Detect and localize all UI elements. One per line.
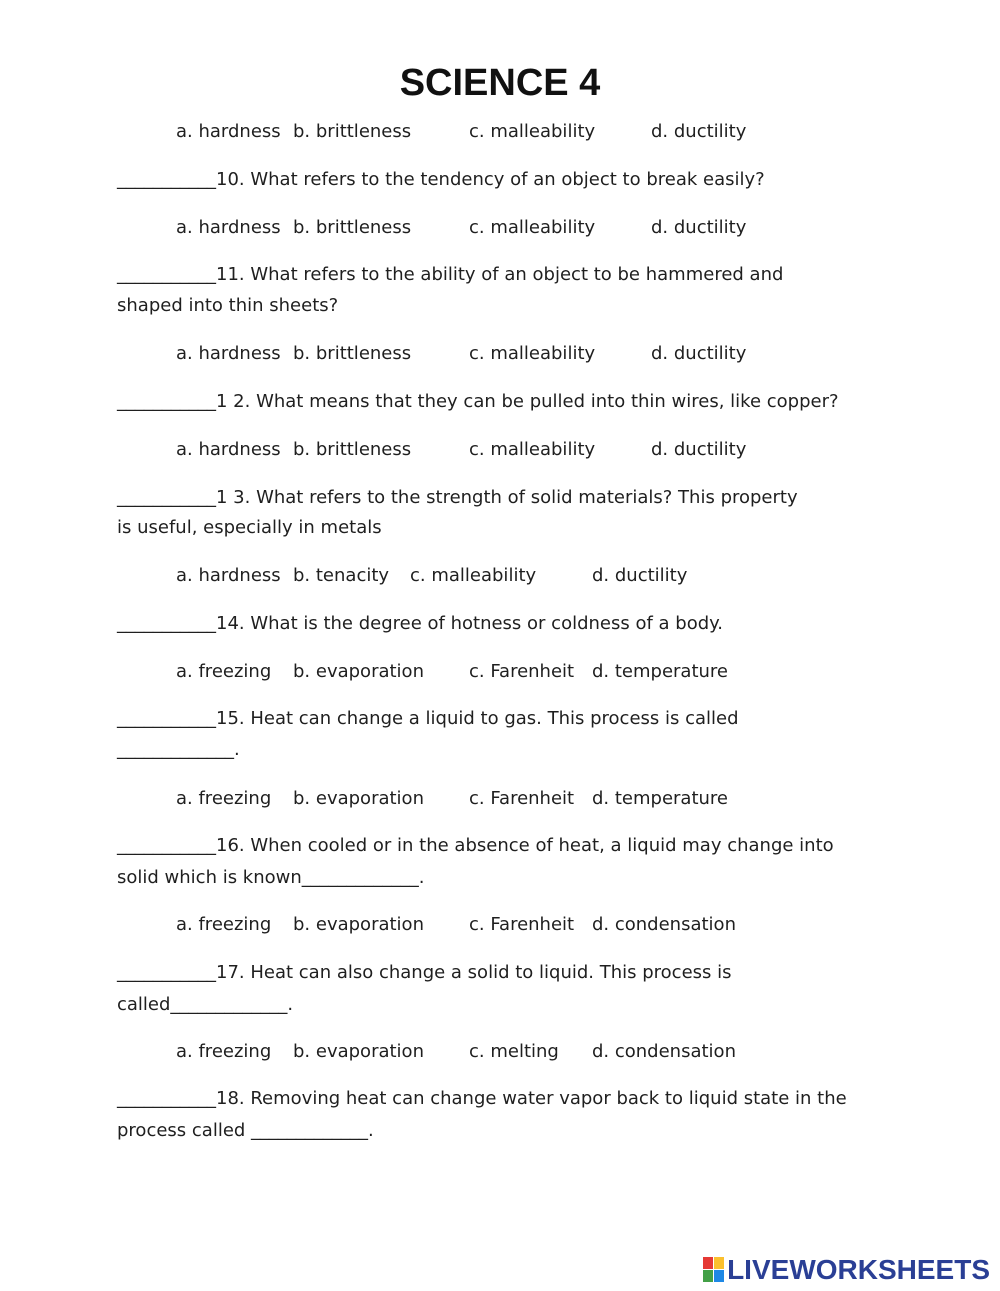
choice-b[interactable]: b. brittleness: [293, 343, 412, 364]
choice-d[interactable]: d. ductility: [651, 343, 747, 364]
brand-name: LIVEWORKSHEETS: [727, 1254, 990, 1285]
choice-a[interactable]: a. hardness: [176, 439, 281, 460]
footer-brand[interactable]: [703, 1253, 990, 1287]
question-10: ___________10. What refers to the tendency of an object to break easily?: [117, 169, 765, 190]
question-15-line1: ___________15. Heat can change a liquid to gas. This process is called: [117, 708, 739, 729]
choice-c[interactable]: c. melting: [469, 1041, 559, 1062]
choice-c[interactable]: c. malleability: [410, 565, 537, 586]
choice-d[interactable]: d. ductility: [651, 439, 747, 460]
choice-c[interactable]: c. Farenheit: [469, 661, 575, 682]
page-title: SCIENCE 4: [399, 62, 601, 104]
choice-c[interactable]: c. Farenheit: [469, 914, 575, 935]
choice-d[interactable]: d. temperature: [592, 661, 729, 682]
liveworksheets-logo-icon: [703, 1257, 725, 1283]
question-15-line2: _____________.: [117, 739, 240, 760]
question-16-line2: solid which is known_____________.: [117, 867, 425, 888]
choice-a[interactable]: a. freezing: [176, 914, 272, 935]
choice-a[interactable]: a. hardness: [176, 217, 281, 238]
choice-b[interactable]: b. evaporation: [293, 788, 424, 809]
choice-d[interactable]: d. ductility: [651, 217, 747, 238]
question-14: ___________14. What is the degree of hotness or coldness of a body.: [117, 613, 723, 634]
question-11-line2: shaped into thin sheets?: [117, 295, 339, 316]
question-18-line2: process called _____________.: [117, 1120, 374, 1141]
question-17-line1: ___________17. Heat can also change a solid to liquid. This process is: [117, 962, 732, 983]
choice-c[interactable]: c. malleability: [469, 343, 596, 364]
choice-a[interactable]: a. hardness: [176, 121, 281, 142]
question-13-line1: ___________1 3. What refers to the strength of solid materials? This property: [117, 487, 798, 508]
choice-b[interactable]: b. evaporation: [293, 661, 424, 682]
choice-d[interactable]: d. ductility: [651, 121, 747, 142]
choice-a[interactable]: a. hardness: [176, 565, 281, 586]
choice-a[interactable]: a. hardness: [176, 343, 281, 364]
question-12: ___________1 2. What means that they can be pulled into thin wires, like copper?: [117, 391, 839, 412]
choice-a[interactable]: a. freezing: [176, 661, 272, 682]
question-18-line1: ___________18. Removing heat can change water vapor back to liquid state in the: [117, 1088, 847, 1109]
choice-b[interactable]: b. brittleness: [293, 121, 412, 142]
choice-c[interactable]: c. malleability: [469, 121, 596, 142]
choice-b[interactable]: b. evaporation: [293, 1041, 424, 1062]
choice-b[interactable]: b. brittleness: [293, 217, 412, 238]
choice-d[interactable]: d. condensation: [592, 1041, 736, 1062]
choice-d[interactable]: d. temperature: [592, 788, 729, 809]
question-11-line1: ___________11. What refers to the ability of an object to be hammered and: [117, 264, 784, 285]
question-17-line2: called_____________.: [117, 994, 294, 1015]
choice-c[interactable]: c. malleability: [469, 217, 596, 238]
choice-b[interactable]: b. tenacity: [293, 565, 390, 586]
choice-b[interactable]: b. brittleness: [293, 439, 412, 460]
choice-d[interactable]: d. ductility: [592, 565, 688, 586]
choice-a[interactable]: a. freezing: [176, 788, 272, 809]
question-13-line2: is useful, especially in metals: [117, 517, 382, 538]
question-16-line1: ___________16. When cooled or in the absence of heat, a liquid may change into: [117, 835, 834, 856]
choice-c[interactable]: c. malleability: [469, 439, 596, 460]
choice-a[interactable]: a. freezing: [176, 1041, 272, 1062]
choice-d[interactable]: d. condensation: [592, 914, 736, 935]
choice-b[interactable]: b. evaporation: [293, 914, 424, 935]
choice-c[interactable]: c. Farenheit: [469, 788, 575, 809]
